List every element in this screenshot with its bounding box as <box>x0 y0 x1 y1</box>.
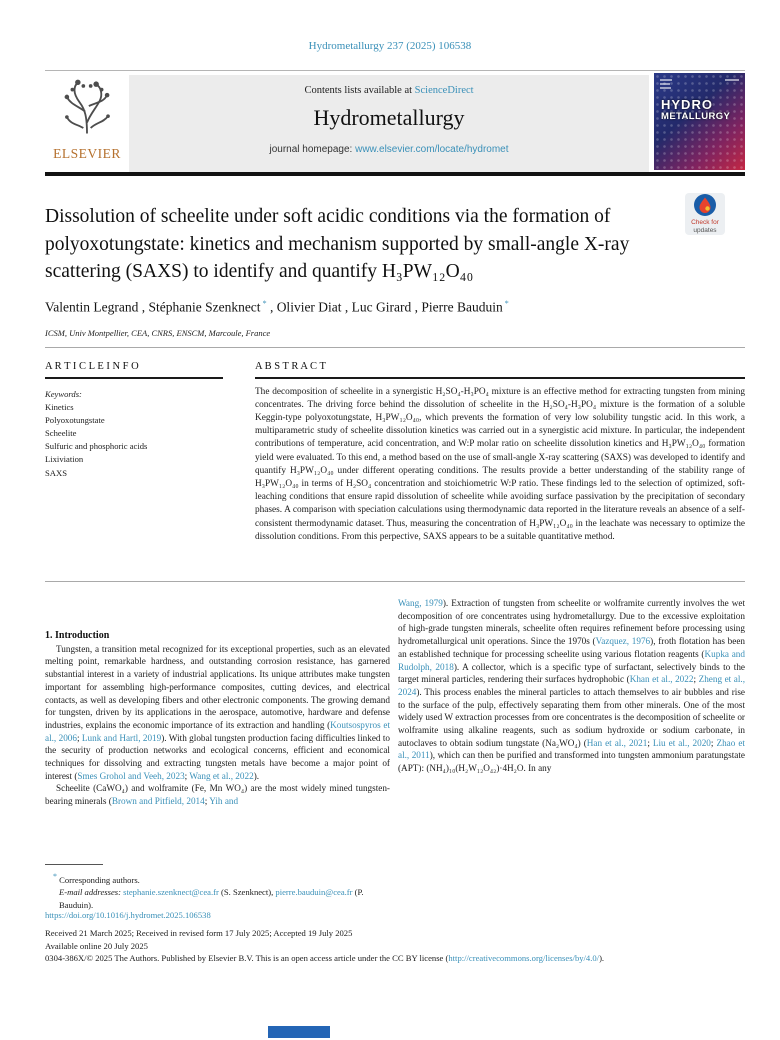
corresponding-authors-note: * Corresponding authors. <box>53 872 140 885</box>
abstract-section <box>255 361 745 544</box>
journal-header-banner <box>45 70 745 176</box>
keyword-item: Scheelite <box>45 427 77 438</box>
link[interactable]: http://creativecommons.org/licenses/by/4.0/ <box>448 952 600 963</box>
cover-decorative-text-mark <box>660 79 672 81</box>
svg-text:Check for: Check for <box>691 219 719 226</box>
available-online-line: Available online 20 July 2025 <box>45 940 148 951</box>
journal-masthead <box>129 75 649 175</box>
link[interactable]: Kupka and Rudolph, 2018 <box>398 648 745 672</box>
keyword-item: SAXS <box>45 467 67 478</box>
abstract-heading: A B S T R A C T <box>255 361 326 372</box>
received-dates-line: Received 21 March 2025; Received in revised form 17 July 2025; Accepted 19 July 2025 <box>45 928 353 939</box>
section-divider <box>45 347 745 348</box>
cover-title-line1: HYDRO <box>661 97 713 112</box>
cover-decorative-text-mark <box>660 83 670 85</box>
abstract-text: The decomposition of scheelite in a synergistic H₂SO₄-H₃PO₄ mixture is an effective method for extracting tungsten from mining concentrates. The driving force behind the dissolution of scheelite in the H₂SO₄-H₃PO₄ mixture is the formation of a soluble Keggin-type polyoxotungstate, H₃PW₁₂O₄₀, which prevents the formation of very low solubility tungstic acid. In this work, a multiparametric study of scheelite dissolution kinetics was carried out in a synergistic acid mixture. In particular, the independent contributions of temperature, acid concentration, and W:P molar ratio on scheelite dissolution kinetics and H₃PW₁₂O₄₀ formation yield were evaluated. To this end, a method based on the use of small-angle X-ray scattering (SAXS) was developed to identify and quantify H₃PW₁₂O₄₀ under different operating conditions. The results provide a better understanding of the stability range of H₃PW₁₂O₄₀ in terms of H₂SO₄ concentration and stoichiometric W:P ratio. These findings led to the selection of optimized, soft-leaching conditions that ensure rapid dissolution of scheelite while avoiding surface passivation by the precipitation of secondary phases. A comparison with speciation calculations using thermodynamic data reported in the literature reveals an absence of a self-consistent thermodynamic dataset. Thus, measuring the concentration of H₃PW₁₂O₄₀ in the leachate was necessary to optimize the dissolution conditions. From this perpective, SAXS appears to be a suitable quantitative method. <box>255 386 745 542</box>
link[interactable]: Lunk and Hartl, 2019 <box>81 732 162 743</box>
crossmark-icon <box>682 192 728 238</box>
bottom-blue-artifact <box>268 1026 330 1038</box>
article-title: Dissolution of scheelite under soft acidic conditions via the formation of polyoxotungstate: kinetics and mechanism supported by small-angle X-ray scattering (SAXS) to identify and quantify H₃PW₁₂O₄₀ <box>45 206 630 282</box>
footnote-block <box>45 864 390 911</box>
footnote-rule <box>45 864 103 865</box>
article-info-section <box>45 361 245 480</box>
link[interactable]: Khan et al., 2022 <box>629 674 694 685</box>
cover-title-line2: METALLURGY <box>661 111 731 122</box>
link[interactable]: www.elsevier.com/locate/hydromet <box>355 144 509 155</box>
link[interactable]: pierre.bauduin@cea.fr <box>275 887 353 898</box>
link[interactable]: Smes Grohol and Veeh, 2023 <box>77 770 185 781</box>
link[interactable]: Wang, 1979 <box>398 598 443 608</box>
abstract-rule <box>255 377 745 379</box>
link[interactable]: Zheng et al., 2024 <box>398 674 745 697</box>
svg-text:updates: updates <box>693 227 717 234</box>
link[interactable]: Liu et al., 2020 <box>652 737 711 748</box>
link[interactable]: Yih and <box>209 796 239 807</box>
cover-decorative-text-mark <box>660 87 671 89</box>
cover-decorative-text-mark <box>725 79 739 81</box>
authors-line: Valentin Legrand , Stéphanie Szenknect * , Olivier Diat , Luc Girard , Pierre Bauduin * <box>45 299 509 315</box>
elsevier-tree-icon <box>59 75 115 139</box>
link[interactable]: ScienceDirect <box>414 85 474 96</box>
intro-column-right <box>398 597 745 775</box>
intro-paragraph: Tungsten, a transition metal recognized for its exceptional properties, such as an elevated melting point, remarkable hardness, and outstanding corrosion resistance, has garnered substantial interest in a variety of industrial applications. Its unique attributes make tungsten important for assembling high-performance composites, cutting devices, and electrical contacts, as well as developing fibers and other electronic components. The growing demand for tungsten, driven by its applications in the aerospace, automotive, hardware and defense industries, explains the economic importance of its extraction and handling (Koutsospyros et al., 2006; Lunk and Hartl, 2019). With global tungsten production facing difficulties linked to the security of production networks and ecological concerns, efficient and economical techniques for dissolving and extracting tungsten metals have become a major point of interest (Smes Grohol and Veeh, 2023; Wang et al., 2022). <box>45 643 391 781</box>
keyword-item: Lixiviation <box>45 454 84 465</box>
elsevier-logo[interactable] <box>45 75 129 175</box>
link[interactable]: Vazquez, 1976 <box>595 636 651 647</box>
article-info-rule <box>45 377 223 379</box>
journal-homepage-line: journal homepage: www.elsevier.com/locate/hydromet <box>269 144 509 155</box>
link[interactable]: stephanie.szenknect@cea.fr <box>123 887 219 898</box>
keyword-item: Kinetics <box>45 401 74 412</box>
link[interactable]: Zhao et al., 2011 <box>398 737 745 761</box>
footer-block <box>45 909 745 964</box>
email-addresses-line: E-mail addresses: stephanie.szenknect@cea.fr (S. Szenknect), pierre.bauduin@cea.fr (P. Bauduin). <box>59 887 364 910</box>
keywords-label: Keywords: <box>45 388 82 399</box>
journal-cover-thumbnail[interactable] <box>654 73 745 170</box>
keyword-item: Sulfuric and phosphoric acids <box>45 441 148 452</box>
journal-name: Hydrometallurgy <box>313 105 465 130</box>
check-for-updates-badge[interactable] <box>682 192 728 238</box>
affiliation: ICSM, Univ Montpellier, CEA, CNRS, ENSCM, Marcoule, France <box>45 328 271 338</box>
doi-link[interactable]: https://doi.org/10.1016/j.hydromet.2025.106538 <box>45 910 211 920</box>
keyword-item: Polyoxotungstate <box>45 414 105 425</box>
elsevier-logo-label: ELSEVIER <box>53 146 121 161</box>
intro-column-left <box>45 630 390 808</box>
intro-paragraph: Scheelite (CaWO₄) and wolframite (Fe, Mn WO₄) are the most widely mined tungsten-bearing minerals (Brown and Pitfield, 2014; Yih and <box>45 783 390 807</box>
header-divider-rule <box>45 172 745 176</box>
copyright-line: 0304-386X/© 2025 The Authors. Published by Elsevier B.V. This is an open access article under the CC BY license (http://creativecommons.org/licenses/by/4.0/). <box>45 952 605 963</box>
link[interactable]: Koutsospyros et al., 2006 <box>45 719 390 743</box>
link[interactable]: Wang et al., 2022 <box>189 770 254 781</box>
article-info-heading: A R T I C L E I N F O <box>45 361 139 372</box>
intro-paragraph: Wang, 1979). Extraction of tungsten from scheelite or wolframite currently involves the wet decomposition of ore concentrates using hydrometallurgy. Due to the excessive exploitation of high-grade tungsten minerals, scheelite often requires refinement before processing using hydrometallurgical unit operations. Since the 1970s (Vazquez, 1976), froth flotation has been an established technique for processing scheelite using various flotation reagents (Kupka and Rudolph, 2018). A collector, which is a specific type of surfactant, selectively binds to the target mineral particles, rendering their surfaces hydrophobic (Khan et al., 2022; Zheng et al., 2024). This process enables the mineral particles to attach themselves to air bubbles and rise to the surface of the pulp, effectively separating them from other minerals. One of the most widely used W extraction processes from ore concentrates is the decomposition of scheelite or wolframite using alkaline reagents, such as sodium hydroxide or sodium carbonate, in autoclaves to obtain sodium tungstate (Na₂WO₄) (Han et al., 2021; Liu et al., 2020; Zhao et al., 2011), which can then be purified and transformed into tungsten ammonium paratungstate (APT): (NH₄)₁₀(H₂W₁₂O₄₂)·4H₂O. In any <box>398 598 745 774</box>
journal-reference[interactable]: Hydrometallurgy 237 (2025) 106538 <box>308 40 472 52</box>
link[interactable]: Brown and Pitfield, 2014 <box>111 796 205 807</box>
abstract-bottom-rule <box>45 581 745 582</box>
link[interactable]: Han et al., 2021 <box>586 737 648 748</box>
intro-section-heading: 1. Introduction <box>45 630 110 641</box>
contents-availability-line: Contents lists available at ScienceDirect <box>304 85 474 96</box>
